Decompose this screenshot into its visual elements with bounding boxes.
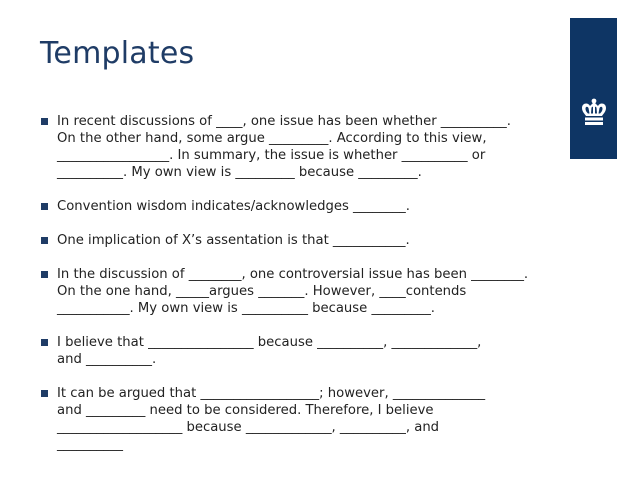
bullet-text: I believe that ________________ because __________, _____________, and __________.	[57, 335, 482, 367]
bullet-marker-icon	[41, 271, 48, 278]
bullet-item	[40, 385, 600, 453]
template-bullet-list	[40, 113, 600, 470]
bullet-marker-icon	[41, 118, 48, 125]
bullet-item	[40, 198, 600, 215]
bullet-item	[40, 266, 600, 317]
bullet-text: It can be argued that __________________; however, ______________ and _________ need to be considered. Therefore, I believe ___________________ because _____________, __________, and __________	[57, 386, 486, 452]
bullet-marker-icon	[41, 339, 48, 346]
bullet-item	[40, 113, 600, 181]
bullet-text: One implication of X’s assentation is that ___________.	[57, 233, 410, 248]
bullet-item	[40, 232, 600, 249]
bullet-text: In recent discussions of ____, one issue has been whether __________. On the other hand, some argue _________. According to this view, _________________. In summary, the issue is whether __________ or __________. My own view is _________ because _________.	[57, 114, 511, 180]
bullet-text: Convention wisdom indicates/acknowledges ________.	[57, 199, 410, 214]
bullet-text: In the discussion of ________, one controversial issue has been ________. On the one hand, _____argues _______. However, ____contends ___________. My own view is __________ because _________.	[57, 267, 529, 316]
slide-title: Templates	[40, 36, 195, 71]
bullet-marker-icon	[41, 237, 48, 244]
bullet-item	[40, 334, 600, 368]
bullet-marker-icon	[41, 390, 48, 397]
bullet-marker-icon	[41, 203, 48, 210]
